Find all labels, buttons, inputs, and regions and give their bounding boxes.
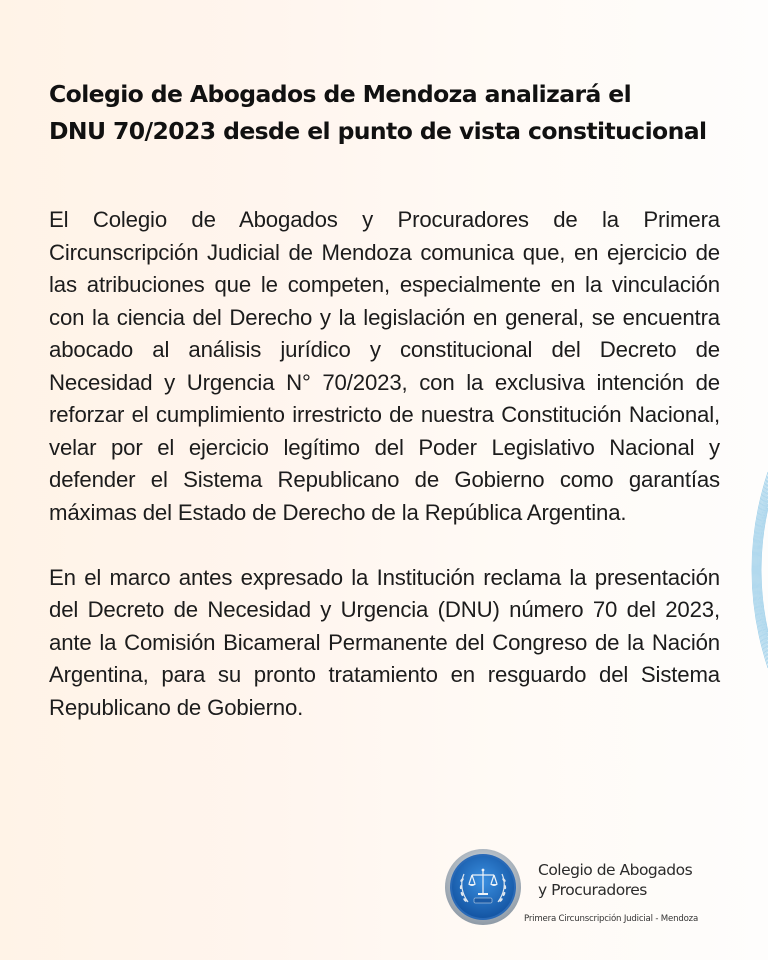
concentric-arcs-icon <box>738 470 768 670</box>
institution-name <box>538 860 692 900</box>
institution-logo <box>444 848 714 932</box>
headline-line-1: Colegio de Abogados de Mendoza analizará el <box>49 80 632 108</box>
scales-of-justice-seal-icon <box>444 848 522 926</box>
institution-subtitle: Primera Circunscripción Judicial - Mendoza <box>524 914 699 924</box>
article-body <box>49 204 720 724</box>
paragraph-2: En el marco antes expresado la Institución reclama la presentación del Decreto de Necesidad y Urgencia (DNU) número 70 del 2023, ante la Comisión Bicameral Permanente del Congreso de la Nación Argentina, para su pronto tratamiento en resguardo del Sistema Republicano de Gobierno. <box>49 564 720 720</box>
headline <box>49 76 739 150</box>
institution-name-line-1: Colegio de Abogados <box>538 861 693 879</box>
institution-name-line-2: y Procuradores <box>538 881 647 899</box>
paragraph-1: El Colegio de Abogados y Procuradores de la Primera Circunscripción Judicial de Mendoza comunica que, en ejercicio de las atribuciones que le competen, especialmente en la vinculación con la ciencia del Derecho y la legislación en general, se encuentra abocado al análisis jurídico y constitucional del Decreto de Necesidad y Urgencia N° 70/2023, con la exclusiva intención de reforzar el cumplimiento irrestricto de nuestra Constitución Nacional, velar por el ejercicio legítimo del Poder Legislativo Nacional y defender el Sistema Republicano de Gobierno como garantías máximas del Estado de Derecho de la República Argentina. <box>49 207 720 525</box>
headline-line-2: DNU 70/2023 desde el punto de vista constitucional <box>49 117 707 145</box>
